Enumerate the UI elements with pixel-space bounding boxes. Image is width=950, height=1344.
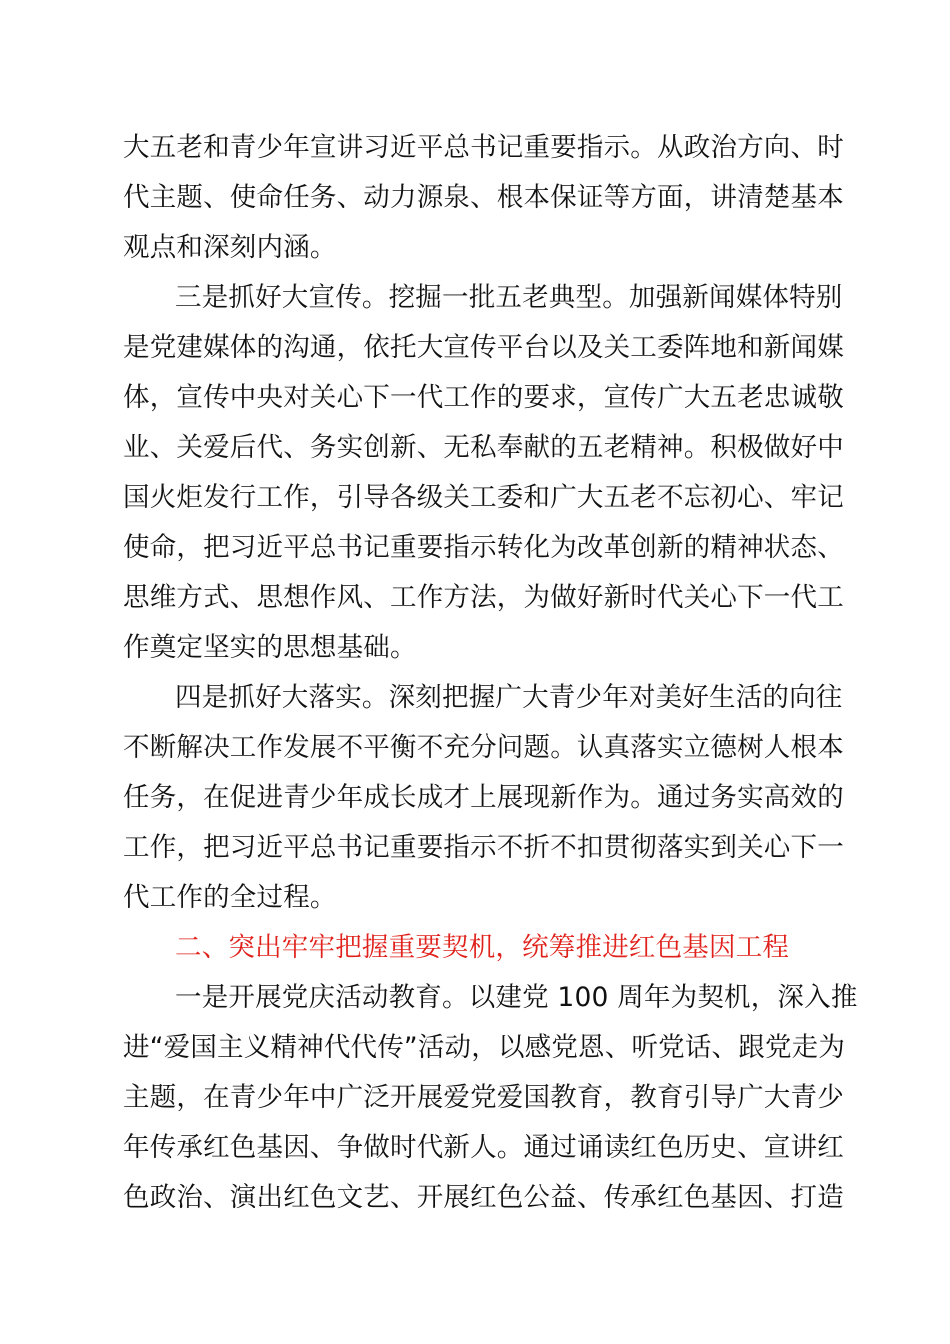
text-line: 业、关爱后代、务实创新、无私奉献的五老精神。积极做好中 <box>123 432 844 463</box>
text-line: 体，宣传中央对关心下一代工作的要求，宣传广大五老忠诚敬 <box>123 382 844 413</box>
text-line: 年传承红色基因、争做时代新人。通过诵读红色历史、宣讲红 <box>123 1132 844 1163</box>
text-line: 代主题、使命任务、动力源泉、根本保证等方面，讲清楚基本 <box>123 182 844 213</box>
text-line: 代工作的全过程。 <box>123 882 337 913</box>
text-line: 是党建媒体的沟通，依托大宣传平台以及关工委阵地和新闻媒 <box>123 332 844 363</box>
paragraph-start: 三是抓好大宣传。挖掘一批五老典型。加强新闻媒体特别 <box>175 282 843 313</box>
text-line: 作奠定坚实的思想基础。 <box>123 632 417 663</box>
text-line: 思维方式、思想作风、工作方法，为做好新时代关心下一代工 <box>123 582 844 613</box>
text-line: 使命，把习近平总书记重要指示转化为改革创新的精神状态、 <box>123 532 844 563</box>
paragraph-start: 一是开展党庆活动教育。以建党 100 周年为契机，深入推 <box>175 982 858 1013</box>
paragraph-start: 四是抓好大落实。深刻把握广大青少年对美好生活的向往 <box>175 682 843 713</box>
text-line: 色政治、演出红色文艺、开展红色公益、传承红色基因、打造 <box>123 1182 844 1213</box>
text-line: 观点和深刻内涵。 <box>123 232 337 263</box>
text-line: 国火炬发行工作，引导各级关工委和广大五老不忘初心、牢记 <box>123 482 844 513</box>
text-line: 主题，在青少年中广泛开展爱党爱国教育，教育引导广大青少 <box>123 1082 844 1113</box>
text-line: 进“爱国主义精神代代传”活动，以感党恩、听党话、跟党走为 <box>123 1032 846 1063</box>
section-heading: 二、突出牢牢把握重要契机，统筹推进红色基因工程 <box>175 932 790 963</box>
text-line: 任务，在促进青少年成长成才上展现新作为。通过务实高效的 <box>123 782 844 813</box>
text-line: 不断解决工作发展不平衡不充分问题。认真落实立德树人根本 <box>123 732 844 763</box>
text-line: 工作，把习近平总书记重要指示不折不扣贯彻落实到关心下一 <box>123 832 844 863</box>
text-line: 大五老和青少年宣讲习近平总书记重要指示。从政治方向、时 <box>123 132 844 163</box>
